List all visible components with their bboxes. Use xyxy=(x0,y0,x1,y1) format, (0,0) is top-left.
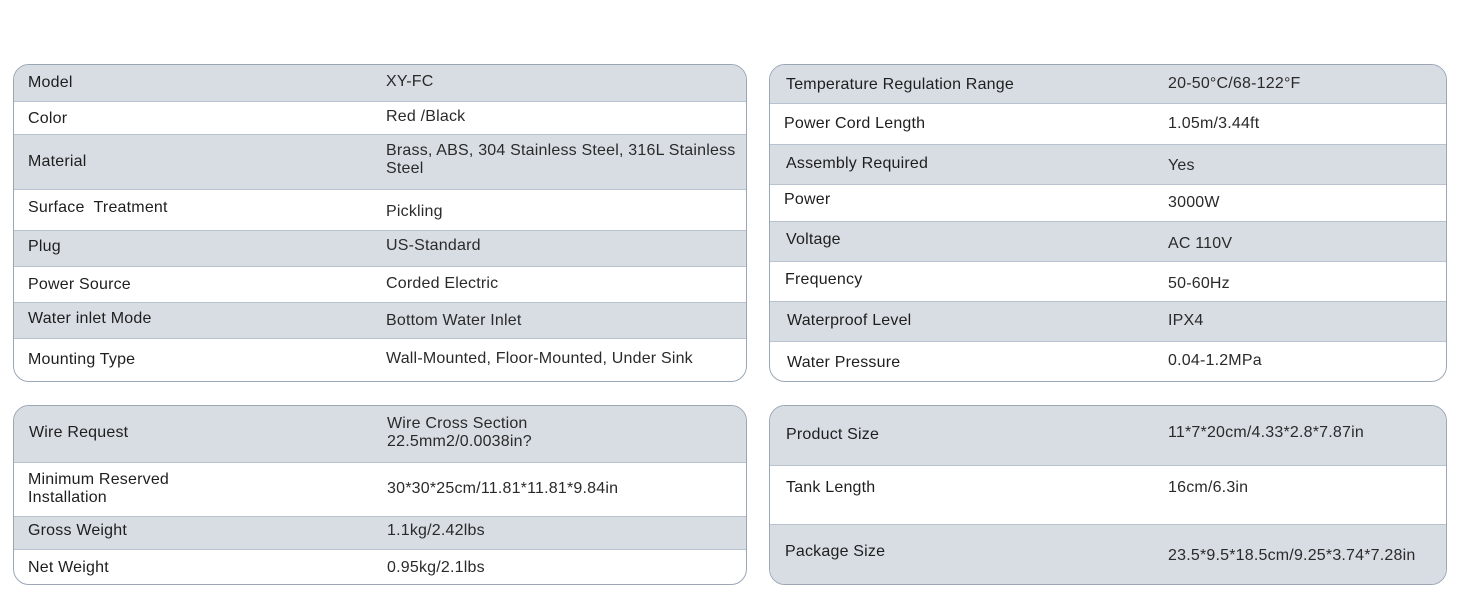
spec-label: Color xyxy=(28,110,68,127)
spec-label: Net Weight xyxy=(28,559,109,576)
table-row xyxy=(770,103,1446,145)
spec-label: Package Size xyxy=(785,543,886,560)
table-row xyxy=(14,462,746,517)
table-row xyxy=(770,341,1446,382)
table-row xyxy=(770,184,1446,222)
spec-value: AC 110V xyxy=(1168,235,1233,252)
table-row xyxy=(14,65,746,101)
spec-table-installation xyxy=(13,405,747,585)
spec-label: Gross Weight xyxy=(28,522,128,539)
spec-label: Material xyxy=(28,153,87,170)
spec-label: Wire Request xyxy=(29,424,129,441)
table-row xyxy=(14,134,746,190)
spec-value: IPX4 xyxy=(1168,312,1204,329)
table-row xyxy=(770,465,1446,525)
spec-value: Red /Black xyxy=(386,108,466,125)
spec-value: XY-FC xyxy=(386,73,434,90)
spec-table-electrical xyxy=(769,64,1447,382)
spec-value: US-Standard xyxy=(386,237,481,254)
spec-value: Wall-Mounted, Floor-Mounted, Under Sink xyxy=(386,350,693,367)
spec-label: Model xyxy=(28,74,73,91)
spec-label: Surface Treatment xyxy=(28,199,168,216)
spec-table-dimensions xyxy=(769,405,1447,585)
table-row xyxy=(14,266,746,303)
spec-label: Temperature Regulation Range xyxy=(786,76,1014,93)
spec-value: Corded Electric xyxy=(386,275,499,292)
spec-value: 3000W xyxy=(1168,194,1220,211)
spec-value: 30*30*25cm/11.81*11.81*9.84in xyxy=(387,480,619,497)
table-row xyxy=(14,101,746,135)
spec-label: Assembly Required xyxy=(786,155,929,172)
table-row xyxy=(14,406,746,462)
spec-value: 20-50°C/68-122°F xyxy=(1168,75,1301,92)
table-row xyxy=(770,524,1446,585)
table-row xyxy=(14,189,746,231)
spec-label: Power Source xyxy=(28,276,131,293)
spec-label: Minimum Reserved Installation xyxy=(28,471,170,506)
table-row xyxy=(14,230,746,267)
spec-value: Pickling xyxy=(386,203,443,220)
table-row xyxy=(14,516,746,550)
table-row xyxy=(770,221,1446,262)
spec-label: Mounting Type xyxy=(28,351,136,368)
spec-label: Tank Length xyxy=(786,479,876,496)
spec-label: Product Size xyxy=(786,426,880,443)
spec-value: Brass, ABS, 304 Stainless Steel, 316L Stainless Steel xyxy=(386,142,736,177)
spec-value: 0.95kg/2.1lbs xyxy=(387,559,485,576)
spec-label: Voltage xyxy=(786,231,841,248)
spec-label: Power Cord Length xyxy=(784,115,926,132)
table-row xyxy=(770,144,1446,185)
spec-label: Plug xyxy=(28,238,61,255)
table-row xyxy=(14,302,746,339)
table-row xyxy=(770,261,1446,302)
spec-label: Waterproof Level xyxy=(787,312,912,329)
spec-value: Bottom Water Inlet xyxy=(386,312,522,329)
table-row xyxy=(14,338,746,382)
spec-value: 0.04-1.2MPa xyxy=(1168,352,1262,369)
spec-value: 50-60Hz xyxy=(1168,275,1230,292)
spec-label: Power xyxy=(784,191,831,208)
table-row xyxy=(770,406,1446,465)
spec-label: Water Pressure xyxy=(787,354,901,371)
spec-value: 23.5*9.5*18.5cm/9.25*3.74*7.28in xyxy=(1168,547,1416,564)
spec-value: Yes xyxy=(1168,157,1195,174)
spec-value: Wire Cross Section 22.5mm2/0.0038in? xyxy=(387,415,532,450)
table-row xyxy=(14,549,746,585)
table-row xyxy=(770,65,1446,103)
table-row xyxy=(770,301,1446,342)
spec-value: 16cm/6.3in xyxy=(1168,479,1249,496)
spec-table-general xyxy=(13,64,747,382)
spec-value: 11*7*20cm/4.33*2.8*7.87in xyxy=(1168,424,1364,441)
spec-label: Frequency xyxy=(785,271,863,288)
spec-value: 1.1kg/2.42lbs xyxy=(387,522,485,539)
spec-label: Water inlet Mode xyxy=(28,310,152,327)
spec-value: 1.05m/3.44ft xyxy=(1168,115,1260,132)
